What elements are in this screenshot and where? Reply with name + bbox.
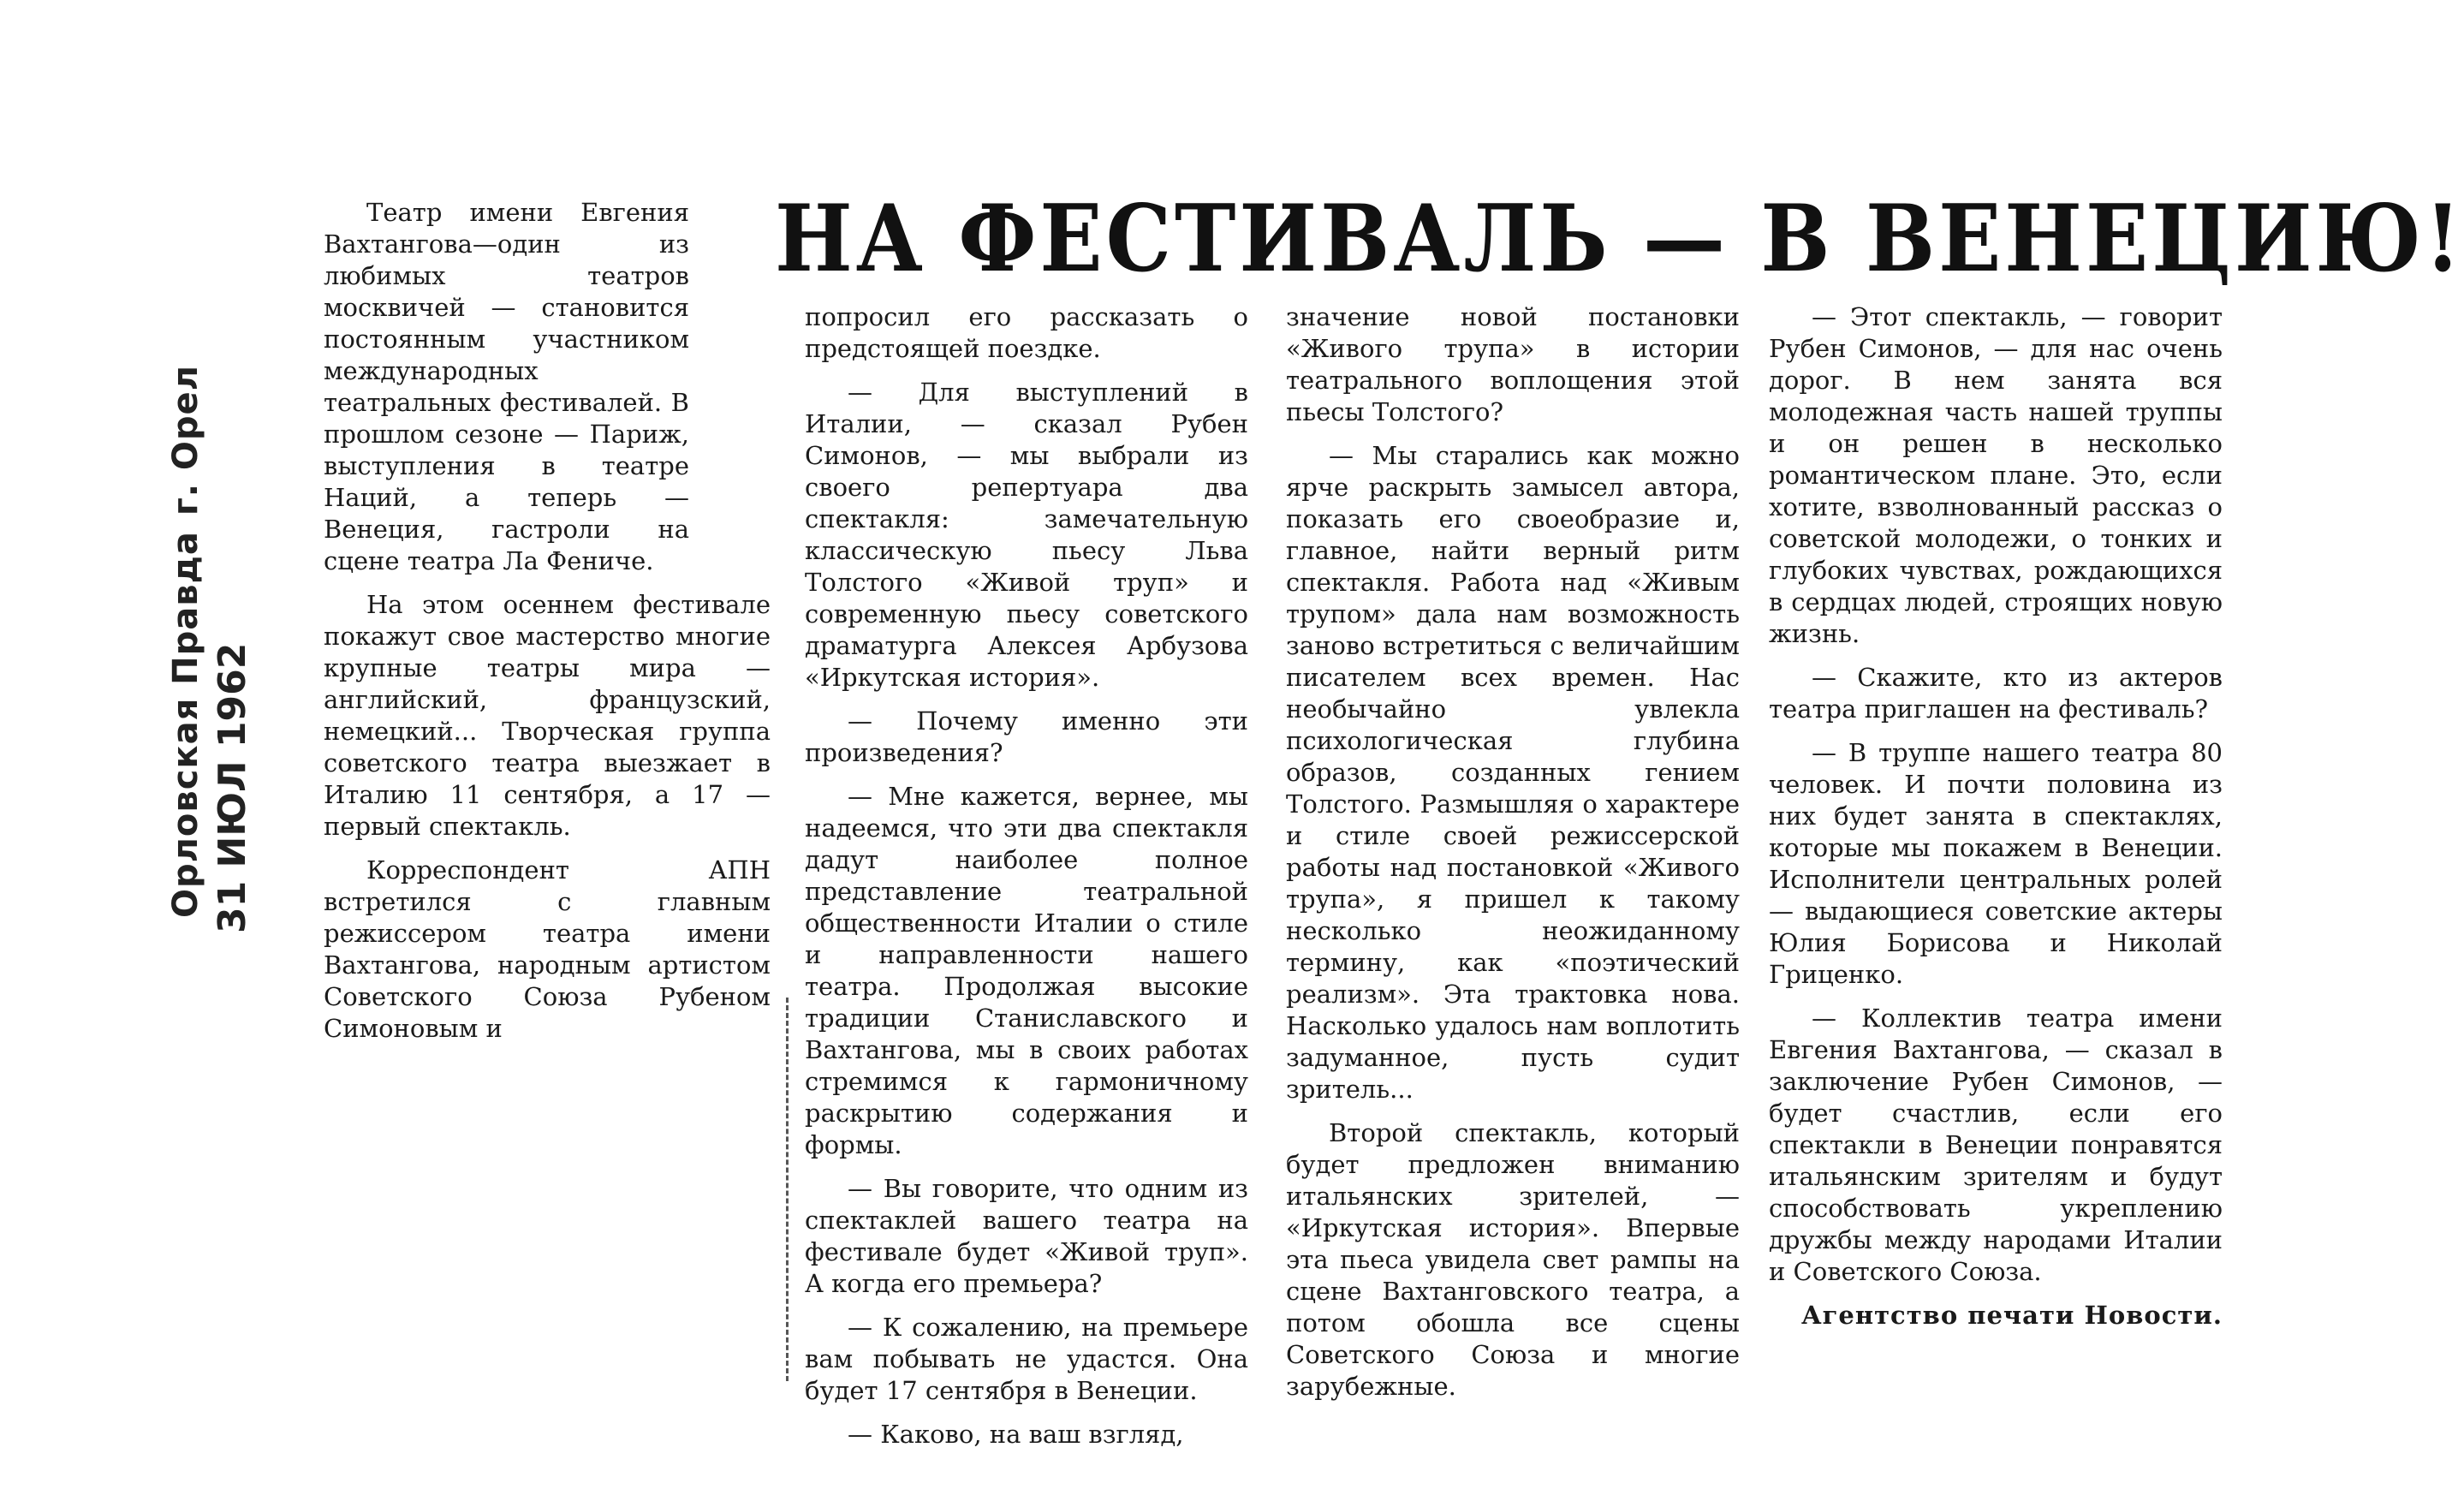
paragraph: — Этот спектакль, — говорит Рубен Симонов, — для нас очень дорог. В нем занята вся молодежная часть нашей труппы и он решен в несколько романтическом плане. Это, если хотите, взволнованный рассказ о советской молодежи, о тонких и глубоких чувствах, рождающихся в сердцах людей, строящих новую жизнь. — [1769, 302, 2223, 648]
article-column-3 — [1286, 301, 1740, 1403]
stamp-newspaper: Орловская Правда — [165, 531, 205, 918]
margin-rule — [786, 998, 789, 1381]
paragraph: Корреспондент АПН встретился с главным режиссером театра имени Вахтангова, народным артистом Советского Союза Рубеном Симоновым и — [324, 855, 771, 1043]
paragraph: — Коллектив театра имени Евгения Вахтангова, — сказал в заключение Рубен Симонов, — будет счастлив, если его спектакли в Венеции понравятся итальянским зрителям и будут способствовать укреплению дружбы между народами Италии и Советского Союза. — [1769, 1004, 2223, 1286]
article-column-2 — [805, 301, 1248, 1450]
paragraph: — Мы старались как можно ярче раскрыть замысел автора, показать его своеобразие и, главное, найти верный ритм спектакля. Работа над «Живым трупом» дала нам возможность заново встретиться с величайшим писателем всех времен. Нас необычайно увлекла психологическая глубина образов, созданных гением Толстого. Размышляя о характере и стиле своей режиссерской работы над постановкой «Живого трупа», я пришел к такому несколько неожиданному термину, как «поэтический реализм». Эта трактовка нова. Насколько удалось нам воплотить задуманное, пусть судит зритель... — [1286, 441, 1740, 1104]
article-column-4 — [1769, 301, 2223, 1331]
headline: НА ФЕСТИВАЛЬ — В ВЕНЕЦИЮ! — [775, 184, 2464, 293]
paragraph: — К сожалению, на премьере вам побывать не удастся. Она будет 17 сентября в Венеции. — [805, 1313, 1248, 1405]
paragraph: — Для выступлений в Италии, — сказал Рубен Симонов, — мы выбрали из своего репертуара два спектакля: замечательную классическую пьесу Льва Толстого «Живой труп» и современную пьесу советского драматурга Алексея Арбузова «Иркутская история». — [805, 378, 1248, 692]
stamp-city: г. Орел — [165, 365, 205, 516]
stamp-date: 31 ИЮЛ 1962 — [210, 642, 254, 933]
paragraph: — В труппе нашего театра 80 человек. И почти половина из них будет занята в спектаклях, которые мы покажем в Венеции. Исполнители центральных ролей — выдающиеся советские актеры Юлия Борисова и Николай Гриценко. — [1769, 738, 2223, 989]
paragraph: значение новой постановки «Живого трупа» в истории театрального воплощения этой пьесы Толстого? — [1286, 302, 1740, 426]
paragraph: — Скажите, кто из актеров театра приглашен на фестиваль? — [1769, 663, 2223, 724]
agency-credit: Агентство печати Новости. — [1801, 1301, 2223, 1330]
paragraph: — Почему именно эти произведения? — [805, 706, 1248, 767]
article-column-1 — [324, 197, 771, 1045]
paragraph: — Каково, на ваш взгляд, — [848, 1420, 1184, 1449]
paragraph: Театр имени Евгения Вахтангова—один из любимых театров москвичей — становится постоянным участником международных театральных фестивалей. В прошлом сезоне — Париж, выступления в театре Наций, а теперь — Венеция, гастроли на сцене театра Ла Фениче. — [324, 198, 689, 575]
paragraph: попросил его рассказать о предстоящей поездке. — [805, 302, 1248, 363]
paragraph: — Мне кажется, вернее, мы надеемся, что эти два спектакля дадут наиболее полное представление театральной общественности Италии о стиле и направленности нашего театра. Продолжая высокие традиции Станиславского и Вахтангова, мы в своих работах стремимся к гармоничному раскрытию содержания и формы. — [805, 782, 1248, 1159]
paragraph: Второй спектакль, который будет предложен вниманию итальянских зрителей, — «Иркутская история». Впервые эта пьеса увидела свет рампы на сцене Вахтанговского театра, а потом обошла все сцены Советского Союза и многие зарубежные. — [1286, 1118, 1740, 1401]
paragraph: На этом осеннем фестивале покажут свое мастерство многие крупные театры мира — английский, французский, немецкий... Творческая группа советского театра выезжает в Италию 11 сентября, а 17 — первый спектакль. — [324, 590, 771, 841]
archive-stamp — [163, 163, 257, 933]
paragraph: — Вы говорите, что одним из спектаклей вашего театра на фестивале будет «Живой труп». А когда его премьера? — [805, 1174, 1248, 1298]
